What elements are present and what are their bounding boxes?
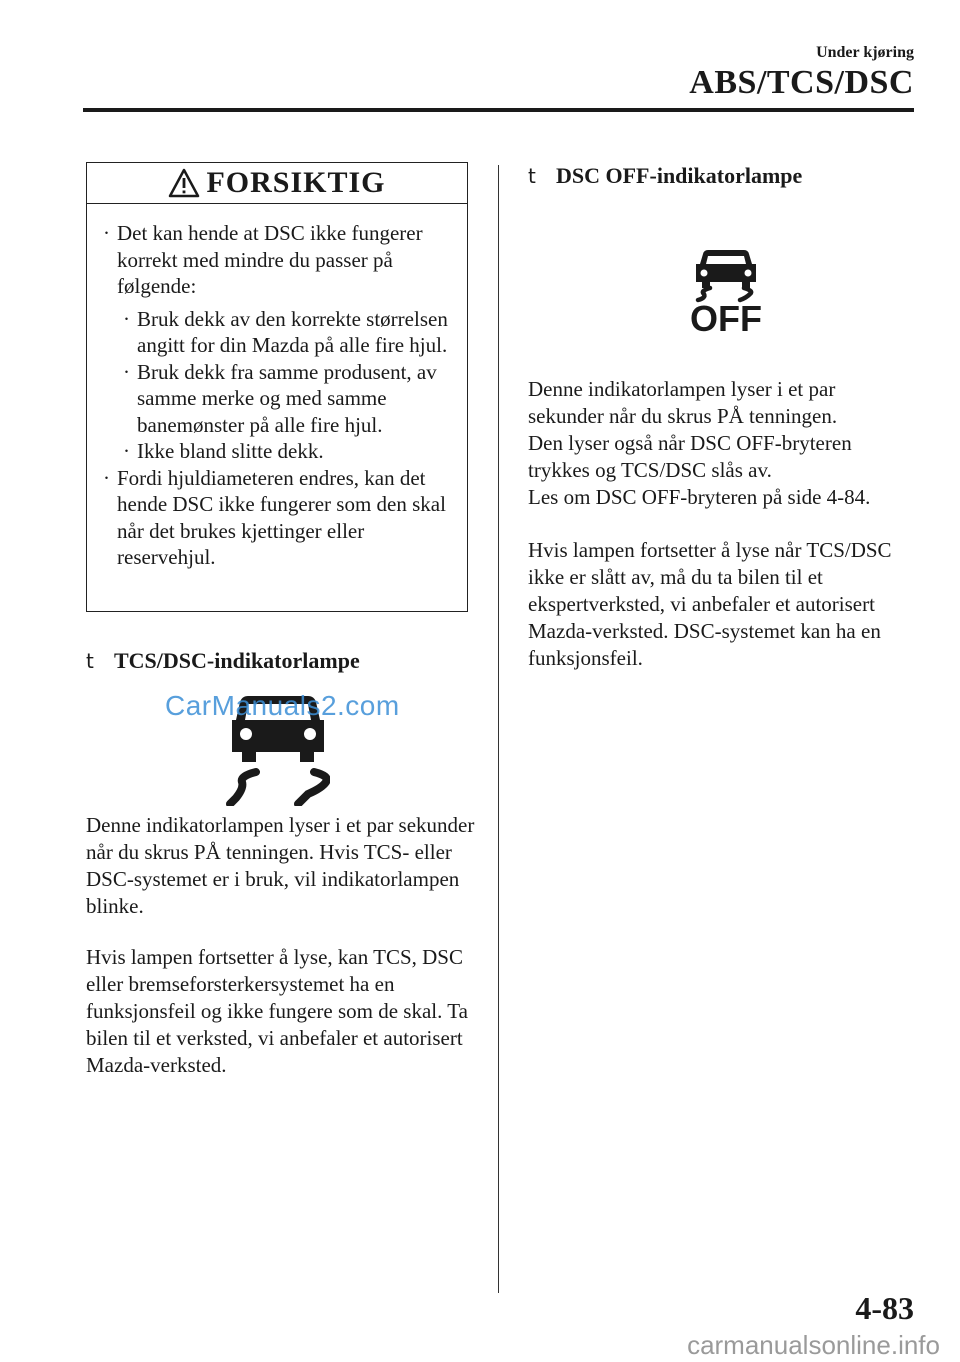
dsc-off-heading: t DSC OFF-indikatorlampe [528,163,803,188]
tcs-paragraph-2: Hvis lampen fortsetter å lyse, kan TCS, DSC eller bremseforsterkersystemet ha en funksjonsfeil og ikke fungere som de skal. Ta bilen til et verksted, vi anbefaler et autorisert Mazda-verksted. [86,945,468,1077]
caution-item: · Fordi hjuldiameteren endres, kan det hende DSC ikke fungerer som den skal når det brukes kjettinger eller reservehjul. [103,465,446,569]
column-divider [498,165,499,1293]
header-rule [83,108,914,112]
dsc-off-icon-label: OFF [690,298,762,334]
caution-body [87,204,467,571]
tcs-dsc-heading: t TCS/DSC-indikatorlampe [86,648,360,673]
warning-triangle-icon [168,168,200,198]
caution-header [87,163,467,204]
caution-item: · Det kan hende at DSC ikke fungerer korrekt med mindre du passer på følgende: [103,221,423,298]
caution-subitem: · Bruk dekk av den korrekte størrelsen angitt for din Mazda på alle fire hjul. [123,306,448,357]
caution-subitem: · Bruk dekk fra samme produsent, av samme merke og med samme banemønster på alle fire hjul. [123,359,437,437]
caution-title: FORSIKTIG [206,166,386,199]
section-marker: t [86,649,94,673]
page-number: 4-83 [855,1290,914,1326]
dsc-off-paragraph-1: Denne indikatorlampen lyser i et par sekunder når du skrus PÅ tenningen. Den lyser også når DSC OFF-bryteren trykkes og TCS/DSC slås av. Les om DSC OFF-bryteren på side 4-84. [528,377,871,509]
section-name: Under kjøring [816,44,914,61]
dsc-off-indicator-icon [676,248,776,334]
section-marker: t [528,164,536,188]
page-title: ABS/TCS/DSC [689,64,914,101]
dsc-off-paragraph-2: Hvis lampen fortsetter å lyse når TCS/DSC ikke er slått av, må du ta bilen til et ekspertverksted, vi anbefaler et autorisert Mazda-verksted. DSC-systemet kan ha en funksjonsfeil. [528,538,892,670]
caution-subitem: · Ikke bland slitte dekk. [123,439,324,463]
caution-box [86,162,468,612]
watermark: CarManuals2.com [165,690,400,721]
tcs-paragraph-1: Denne indikatorlampen lyser i et par sekunder når du skrus PÅ tenningen. Hvis TCS- eller DSC-systemet er i bruk, vil indikatorlampen blinke. [86,813,475,918]
footer-watermark: carmanualsonline.info [687,1330,940,1360]
